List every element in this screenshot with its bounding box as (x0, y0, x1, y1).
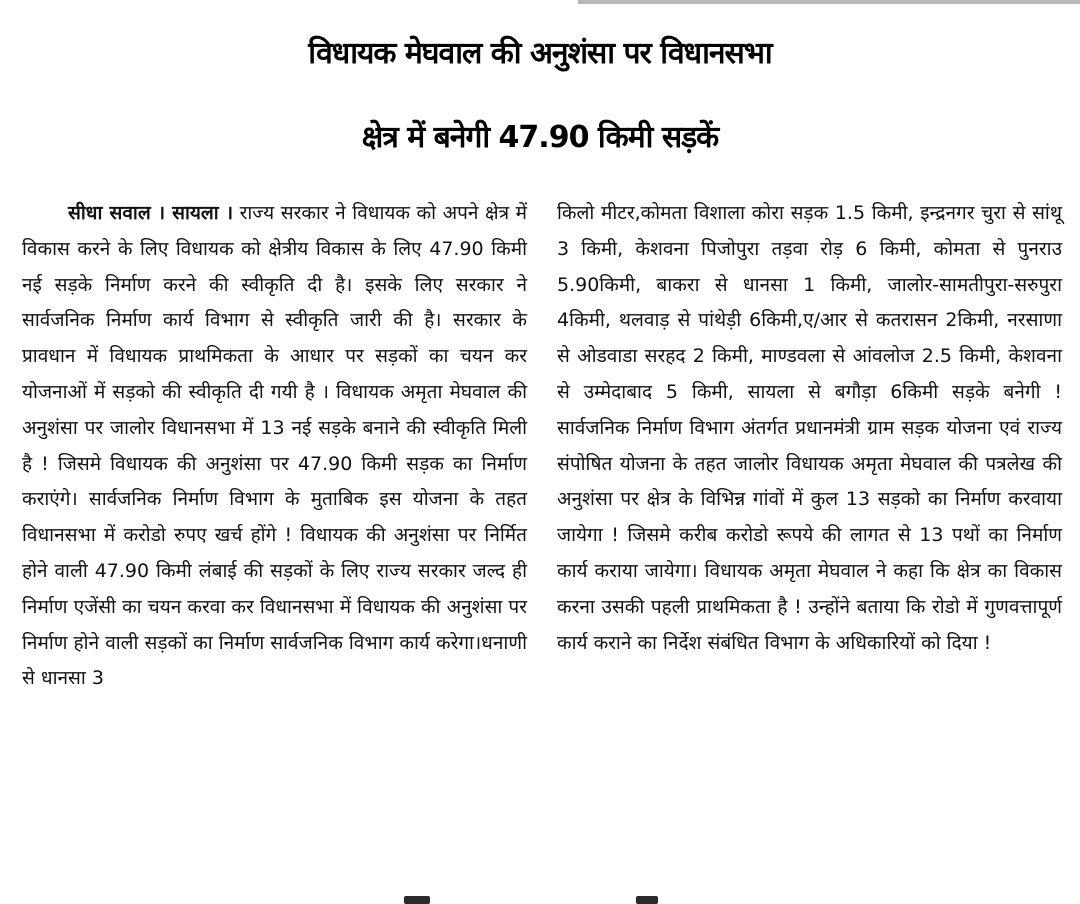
cropped-next-headline (0, 896, 1080, 904)
right-column-text: किलो मीटर,कोमता विशाला कोरा सड़क 1.5 किमी, इन्द्रनगर चुरा से सांथू 3 किमी, केशवना पिजोपुरा तड़वा रोड़ 6 किमी, कोमता से पुनराउ 5.90किमी, बाकरा से धानसा 1 किमी, जालोर-सामतीपुरा-सरुपुरा 4किमी, थलवाड़ से पांथेड़ी 6किमी,ए/आर से कतरासन 2किमी, नरसाणा से ओडवाडा सरहद 2 किमी, माण्डवला से आंवलोज 2.5 किमी, केशवना से उम्मेदाबाद 5 किमी, सायला से बगौड़ा 6किमी सड़के बनेगी ! सार्वजनिक निर्माण विभाग अंतर्गत प्रधानमंत्री ग्राम सड़क योजना एवं राज्य संपोषित योजना के तहत जालोर विधायक अमृता मेघवाल की पत्रलेख की अनुशंसा पर क्षेत्र के विभिन्न गांवों में कुल 13 सड़को का निर्माण करवाया जायेगा ! जिसमे करीब करोडो रूपये की लागत से 13 पथों का निर्माण कार्य कराया जायेगा। विधायक अमृता मेघवाल ने कहा कि क्षेत्र का विकास करना उसकी पहली प्राथमिकता है ! उन्होंने बताया कि रोडो में गुणवत्तापूर्ण कार्य कराने का निर्देश संबंधित विभाग के अधिकारियों को दिया ! (557, 202, 1062, 654)
article-body (22, 196, 1062, 886)
cropped-glyph-fragment (404, 896, 430, 904)
headline (0, 12, 1080, 180)
left-column-text: राज्य सरकार ने विधायक को अपने क्षेत्र में विकास करने के लिए विधायक को क्षेत्रीय विकास के लिए 47.90 किमी नई सड़के निर्माण करने की स्वीकृति दी है। इसके लिए सरकार ने सार्वजनिक निर्माण कार्य विभाग से स्वीकृति जारी की है। सरकार के प्रावधान में विधायक प्राथमिकता के आधार पर सड़कों का चयन कर योजनाओं में सड़को की स्वीकृति दी गयी है । विधायक अमृता मेघवाल की अनुशंसा पर जालोर विधानसभा में 13 नई सड़के बनाने की स्वीकृति मिली है ! जिसमे विधायक की अनुशंसा पर 47.90 किमी सड़क का निर्माण कराएंगे। सार्वजनिक निर्माण विभाग के मुताबिक इस योजना के तहत विधानसभा में करोडो रुपए खर्च होंगे ! विधायक की अनुशंसा पर निर्मित होने वाली 47.90 किमी लंबाई की सड़कों के लिए राज्य सरकार जल्द ही निर्माण एजेंसी का चयन करवा कर विधानसभा में विधायक की अनुशंसा पर निर्माण होने वाली सड़कों का निर्माण सार्वजनिक विभाग कार्य करेगा।धनाणी से धानसा 3 (22, 202, 527, 690)
headline-line-2: क्षेत्र में बनेगी 47.90 किमी सड़कें (361, 120, 719, 155)
article-paragraph-left (22, 196, 527, 697)
article-column-left (22, 196, 527, 697)
dateline: सीधा सवाल । सायला । (68, 202, 234, 224)
cropped-glyph-fragment (636, 896, 658, 904)
article-column-right (557, 196, 1062, 661)
top-rule-divider (578, 0, 1080, 4)
headline-line-1: विधायक मेघवाल की अनुशंसा पर विधानसभा (308, 36, 772, 71)
